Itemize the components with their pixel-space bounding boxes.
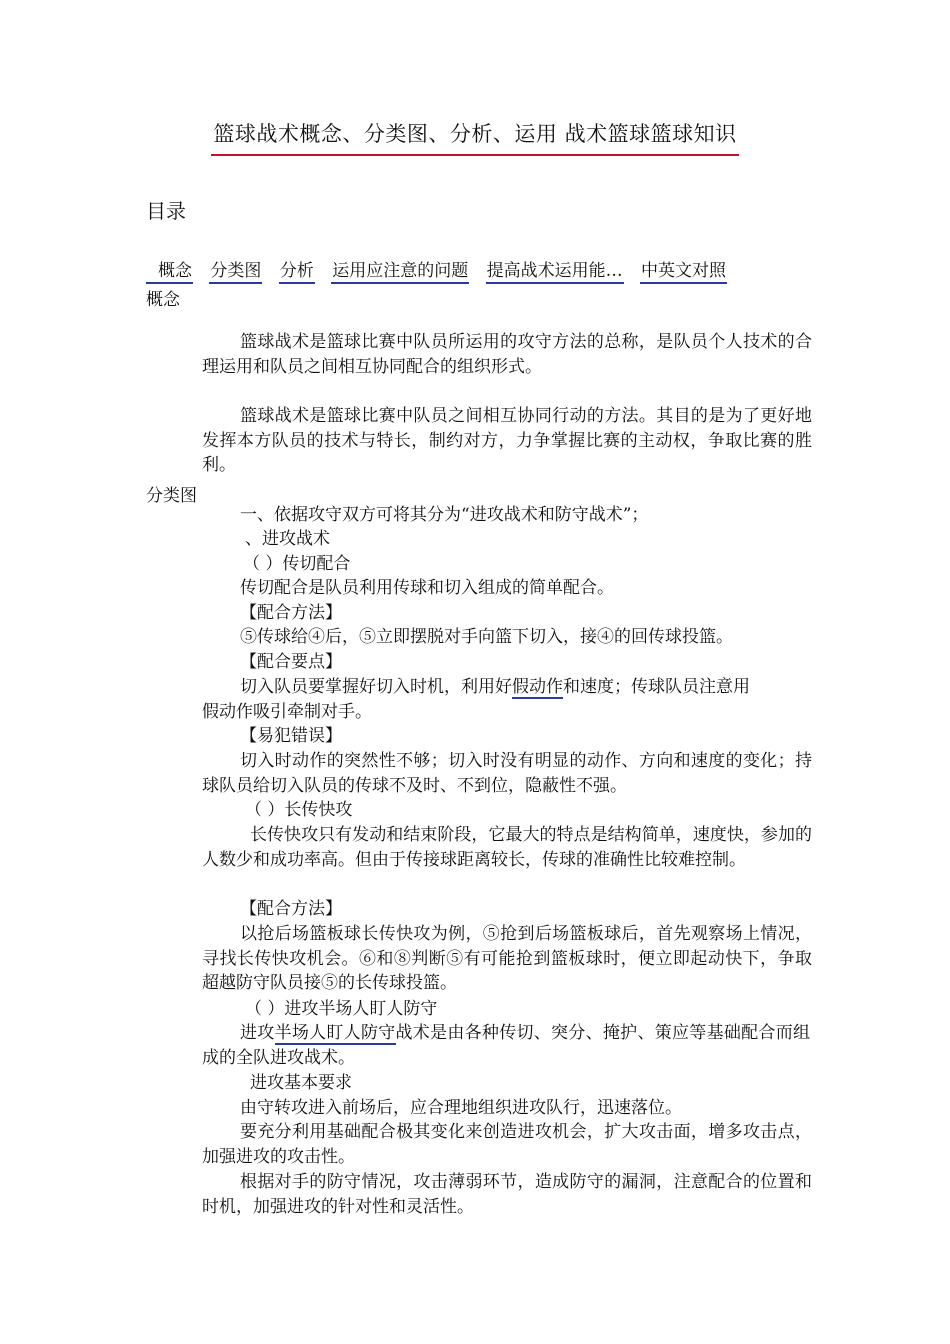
- text-line: 进攻基本要求: [250, 1073, 352, 1093]
- text-line: 传切配合是队员利用传球和切入组成的简单配合。: [240, 578, 614, 598]
- text-line: 切入队员要掌握好切入时机，利用好假动作和速度；传球队员注意用: [240, 677, 750, 697]
- paragraph: 根据对手的防守情况，攻击薄弱环节，造成防守的漏洞，注意配合的位置和时机，加强进攻的针对性和灵活性。: [202, 1172, 812, 1217]
- text-line: 【配合要点】: [240, 652, 342, 672]
- text-line: 【配合方法】: [240, 899, 342, 919]
- text-line: 由守转攻进入前场后，应合理地组织进攻队行，迅速落位。: [240, 1098, 682, 1118]
- toc-link-analysis[interactable]: 分析: [279, 261, 315, 284]
- paragraph: 进攻半场人盯人防守战术是由各种传切、突分、掩护、策应等基础配合而组成的全队进攻战术。: [202, 1023, 810, 1068]
- text-line: （ ）进攻半场人盯人防守: [245, 999, 438, 1019]
- text-line: （ ）长传快攻: [245, 800, 353, 820]
- section-heading-classification: 分类图: [146, 486, 197, 506]
- text-line: 假动作吸引牵制对手。: [202, 702, 372, 722]
- text-line: 一、依据攻守双方可将其分为“进攻战术和防守战术”；: [240, 505, 649, 525]
- toc-link-glossary[interactable]: 中英文对照: [640, 261, 727, 284]
- text-line: 、进攻战术: [245, 529, 330, 549]
- toc-link-issues[interactable]: 运用应注意的问题: [331, 261, 469, 284]
- text-line: 【配合方法】: [240, 603, 342, 623]
- link-half-court-defense[interactable]: 半场人盯人防守: [274, 1023, 396, 1043]
- toc-link-ability[interactable]: 提高战术运用能…: [486, 261, 624, 284]
- paragraph: 要充分利用基础配合极其变化来创造进攻机会，扩大攻击面，增多攻击点，加强进攻的攻击性。: [202, 1122, 812, 1167]
- text-line: 【易犯错误】: [240, 726, 342, 746]
- paragraph: 篮球战术是篮球比赛中队员所运用的攻守方法的总称，是队员个人技术的合理运用和队员之间相互协同配合的组织形式。: [202, 332, 812, 377]
- toc-links: [146, 259, 846, 283]
- paragraph: 切入时动作的突然性不够；切入时没有明显的动作、方向和速度的变化；持球队员给切入队员的传球不及时、不到位，隐蔽性不强。: [202, 751, 812, 796]
- document-title: 篮球战术概念、分类图、分析、运用 战术篮球篮球知识: [0, 118, 950, 156]
- paragraph: 长传快攻只有发动和结束阶段，它最大的特点是结构简单，速度快，参加的人数少和成功率高。但由于传接球距离较长，传球的准确性比较难控制。: [202, 825, 812, 870]
- toc-link-classification[interactable]: 分类图: [209, 261, 262, 284]
- paragraph: 以抢后场篮板球长传快攻为例，⑤抢到后场篮板球后，首先观察场上情况，寻找长传快攻机会。⑥和⑧判断⑤有可能抢到篮板球时，便立即起动快下，争取超越防守队员接⑤的长传球投篮。: [202, 924, 812, 993]
- section-heading-concept: 概念: [146, 290, 180, 310]
- link-feint[interactable]: 假动作: [512, 677, 563, 697]
- text-line: ⑤传球给④后，⑤立即摆脱对手向篮下切入，接④的回传球投篮。: [240, 627, 733, 647]
- toc-heading: 目录: [146, 199, 186, 223]
- text-line: （ ）传切配合: [243, 554, 351, 574]
- toc-link-concept[interactable]: 概念: [146, 261, 193, 284]
- paragraph: 篮球战术是篮球比赛中队员之间相互协同行动的方法。其目的是为了更好地发挥本方队员的技术与特长，制约对方，力争掌握比赛的主动权，争取比赛的胜利。: [202, 406, 812, 475]
